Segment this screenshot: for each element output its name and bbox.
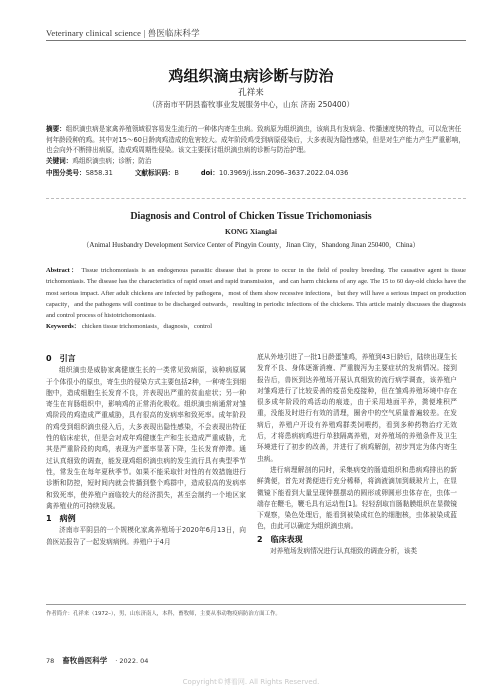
abstract-cn-text: 组织滴虫病是家禽养殖领域很容易发生流行的一种体内寄生虫病。致病原为组织滴虫，该病具有发病急、传播速度快的特点，可以危害任何年龄段种的鸡。其中对15～60日龄肉鸡造成的危害较大。成年阶段鸡受到病原侵染后，大多表现为隐性感染，但是对生产能力产生严重影响，也会向外不断排出病原，造成鸡周期性侵染。该文主要探讨组织滴虫病的诊断与防治护理。 [46, 125, 465, 155]
clc-label: 中图分类号： [46, 169, 86, 178]
keywords-en-label: Keywords： [46, 323, 81, 331]
article-title-cn: 鸡组织滴虫病诊断与防治 [168, 67, 334, 85]
copyright-watermark: Copyright©博看网. All Rights Reserved. [182, 678, 320, 686]
footnote-rule [46, 604, 466, 605]
abstract-en-label: Abstract： [46, 267, 79, 274]
issue-label: · 2022. 04 [115, 656, 149, 665]
paragraph: 对养殖场发病情况进行认真细致的调查分析，该类 [270, 547, 418, 556]
section-heading-intro: 0 引言 [46, 354, 76, 363]
clc-code: S858.31 [85, 169, 113, 178]
keywords-cn-label: 关键词： [46, 156, 73, 165]
page-number: 78 [46, 656, 55, 665]
journal-brand: 畜牧兽医科学 [62, 656, 108, 665]
abstract-en-text: Tissue trichomoniasis is an endogenous parasitic disease that is prone to occur in the field of poultry breeding. The causative agent is tissue trichomoniasis. The disease has the characteristics of rapid onset and rapid transmission，and can harm chickens of any age. The 15 to 60 day-old chicks have the most serious impact. After adult chickens are infected by pathogens，most of them show recessive infections，but they will have a serious impact on production capacity，and the pathogens will continue to be discharged outwards，resulting in periodic infections of the chickens. This article mainly discusses the diagnosis and control process of histotrichomoniasis. [46, 267, 467, 320]
doc-code: B [174, 169, 179, 178]
header-rule [46, 40, 466, 41]
paragraph: 进行病理解剖的同时，采集病变的肠道组织和患病鸡排出的新鲜粪便，首先对粪便进行充分稀释，将滴液滴加到载玻片上，在显微镜下能看到大量呈现钟摆摆动的圆形或卵圆形虫体存在，虫体一端存在鞭毛，鞭毛具有运动性[1]。轻轻刮取盲肠黏膜组织在显微镜下观察，染色处理后，能看到被染成红色的细胞核，虫体被染成蓝色，由此可以确定为组织滴虫病。 [257, 465, 457, 531]
paragraph: 济南市平阴县的一个规模化家禽养殖场于2020年6月13日，向兽医站报告了一起发病病例。养殖户于4月 [46, 526, 246, 546]
paragraph: 底从外地引进了一批1日龄蛋雏鸡，养殖到43日龄后，陆续出现生长发育不良、身体逐渐消瘦、严重腹泻为主要症状的发病情况。接到报告后，兽医到达养殖场开展认真细致的流行病学调查，该养殖户对雏鸡进行了比较妥善的疫苗免疫接种，但在雏鸡养殖环境中存在很多成年阶段的鸡活动的痕迹，由于采用地面平养，粪便堆积严重，没能及时进行有效的清理，圈舍中的空气质量普遍较差。在发病后，养殖户开设有养殖鸡群类饲喂药，看到多种药物治疗无效后，才将患病病鸡进行单独隔离养殖，对养殖场的养殖条件及卫生环境进行了初步的改善，并进行了病鸡解剖，初步判定为体内寄生虫病。 [257, 353, 458, 463]
doi-label: doi： [200, 169, 220, 178]
keywords-cn: 鸡组织滴虫病；诊断；防治 [72, 156, 152, 165]
doc-code-label: 文献标识码： [134, 169, 175, 178]
section-heading-clinical: 2 临床表现 [257, 534, 303, 544]
abstract-cn [46, 124, 466, 179]
affiliation-cn: （济南市平阴县畜牧事业发展服务中心，山东 济南 250400） [148, 100, 354, 109]
paragraph: 组织滴虫是威胁家禽健康生长的一类常见致病原，该种病原属于个体很小的原虫，寄生虫的侵染方式主要包括2种，一种寄生到细胞中，造成细胞生长发育不良，并表现出严重的贫血症状；另一种寄生在肓肠组织中，影响鸡的正常消化吸收。组织滴虫病通常对雏鸡阶段的鸡造成严重威胁，具有很高的发病率和致死率。成年阶段的鸡受到组织滴虫侵入后，大多表现出隐性感染，不会表现出特征性的临床症状，但是会对成年鸡健康生产和生长造成严重威胁，尤其是严重阶段的肉鸡，表现为产蛋率显著下降，生长发育停滞。通过认真细致的调查，能发现鸡组织滴虫病的发生流行具有典型季节性，常发生在每年夏秋季节。如果不能采取针对性的有效措施进行诊断和防控，短时间内就会传播到整个鸡群中，造成很高的发病率和致死率，使养殖户面临较大的经济损失，甚至会制约一个地区家禽养殖业的可持续发展。 [46, 366, 246, 510]
affiliation-en: （Animal Husbandry Development Service Center of Pingyin County，Jinan City，Shandong Jinan 250400，China） [82, 241, 420, 249]
journal-header: Veterinary clinical science | 兽医临床科学 [46, 28, 200, 38]
body-column-left [46, 352, 246, 548]
author-en: KONG Xianglai [225, 227, 277, 236]
section-heading-case: 1 病例 [46, 514, 76, 524]
keywords-en: chicken tissue trichomoniasis，diagnosis，control [81, 323, 212, 331]
classification-row [46, 168, 466, 179]
author-footnote: 作者简介：孔祥来（1972–），男，山东济南人，本科，畜牧师，主要从事动物疫病防治方面工作。 [46, 611, 281, 617]
article-title-en: Diagnosis and Control of Chicken Tissue Trichomoniasis [130, 211, 372, 222]
abstract-cn-label: 摘要： [46, 125, 66, 133]
doi-link[interactable]: 10.3969/j.issn.2096–3637.2022.04.036 [219, 169, 349, 178]
abstract-en [46, 265, 466, 333]
abstract-divider [46, 198, 466, 199]
body-column-right [257, 352, 457, 557]
author-cn: 孔祥来 [238, 88, 264, 98]
page-footer [46, 655, 148, 666]
